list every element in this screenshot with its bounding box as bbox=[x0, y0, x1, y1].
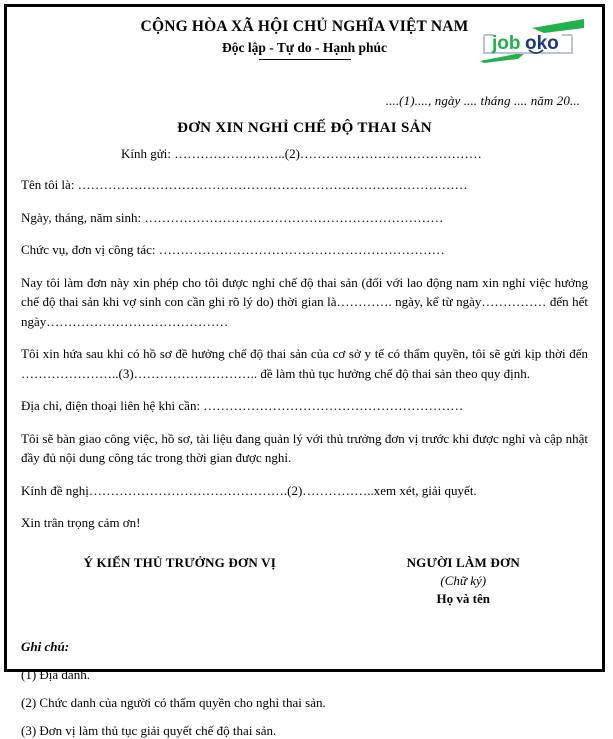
paragraph-proposal: Kính đề nghị……………………………………….(2)……………..xem xét, giải quyết. bbox=[21, 482, 477, 498]
document-header bbox=[21, 17, 588, 83]
motto-divider bbox=[259, 59, 351, 60]
signature-manager-heading: Ý KIẾN THỦ TRƯỞNG ĐƠN VỊ bbox=[83, 554, 276, 570]
date-place-line: ....(1)...., ngày .... tháng .... năm 20... bbox=[385, 93, 580, 108]
signature-applicant-nameline: Họ và tên bbox=[436, 590, 490, 606]
signature-applicant-subtitle: (Chữ ký) bbox=[440, 572, 487, 588]
document-page bbox=[4, 4, 605, 738]
document-title: ĐƠN XIN NGHỈ CHẾ ĐỘ THAI SẢN bbox=[177, 120, 432, 136]
notes-title: Ghi chú: bbox=[21, 638, 70, 654]
paragraph-thanks: Xin trân trọng cảm ơn! bbox=[21, 515, 141, 530]
signature-column-manager bbox=[21, 555, 339, 607]
field-name: Tên tôi là: ……………………………………………………………………………… bbox=[21, 177, 468, 192]
note-item: (1) Địa danh. bbox=[21, 666, 90, 682]
logo-text-job: job bbox=[492, 33, 521, 54]
paragraph-promise: Tôi xin hứa sau khi có hồ sơ đề hưởng chế độ thai sản của cơ sở y tế có thẩm quyền, tôi sẽ gửi kịp thời đến …………………..(3)……………………….. đề làm thủ tục hưởng chế độ thai sản theo quy định. bbox=[21, 346, 588, 381]
note-item: (2) Chức danh của người có thẩm quyền cho nghỉ thai sản. bbox=[21, 694, 326, 710]
signature-column-applicant bbox=[339, 555, 588, 607]
national-title: CỘNG HÒA XÃ HỘI CHỦ NGHĨA VIỆT NAM bbox=[140, 18, 469, 35]
document-inner bbox=[7, 7, 602, 738]
field-position: Chức vụ, đơn vị công tác: ………………………………………………………… bbox=[21, 242, 445, 257]
recipient-line: Kính gửi: ……………………..(2)…………………………………… bbox=[121, 146, 482, 161]
national-motto: Độc lập - Tự do - Hạnh phúc bbox=[221, 40, 388, 55]
logo-text-oko: oko bbox=[525, 33, 559, 54]
signature-block bbox=[21, 555, 588, 607]
paragraph-handover: Tôi sẽ bàn giao công việc, hồ sơ, tài liệu đang quản lý với thủ trưởng đơn vị trước khi được nghỉ và cập nhật đầy đủ nội dung công tác trong thời gian được nghỉ. bbox=[21, 430, 588, 465]
note-item: (3) Đơn vị làm thủ tục giải quyết chế độ thai sản. bbox=[21, 722, 277, 738]
notes-section bbox=[21, 639, 588, 739]
document-body bbox=[21, 175, 588, 533]
logo-swoosh-top bbox=[532, 19, 584, 33]
paragraph-request: Nay tôi làm đơn này xin phép cho tôi được nghỉ chế độ thai sản (đối với lao động nam xin nghỉ việc hưởng chế độ thai sản khi vợ sinh con cần ghi rõ lý do) thời gian là…………. ngày, kể từ ngày…………… đến hết ngày…………………………………… bbox=[21, 274, 588, 329]
field-address: Địa chỉ, điện thoại liên hệ khi cần: …………………………………………………… bbox=[21, 398, 464, 413]
signature-applicant-heading: NGƯỜI LÀM ĐƠN bbox=[406, 554, 520, 570]
field-birthdate: Ngày, tháng, năm sinh: …………………………………………………………… bbox=[21, 209, 444, 225]
joboko-logo-svg bbox=[472, 19, 590, 63]
joboko-logo[interactable] bbox=[472, 19, 590, 63]
